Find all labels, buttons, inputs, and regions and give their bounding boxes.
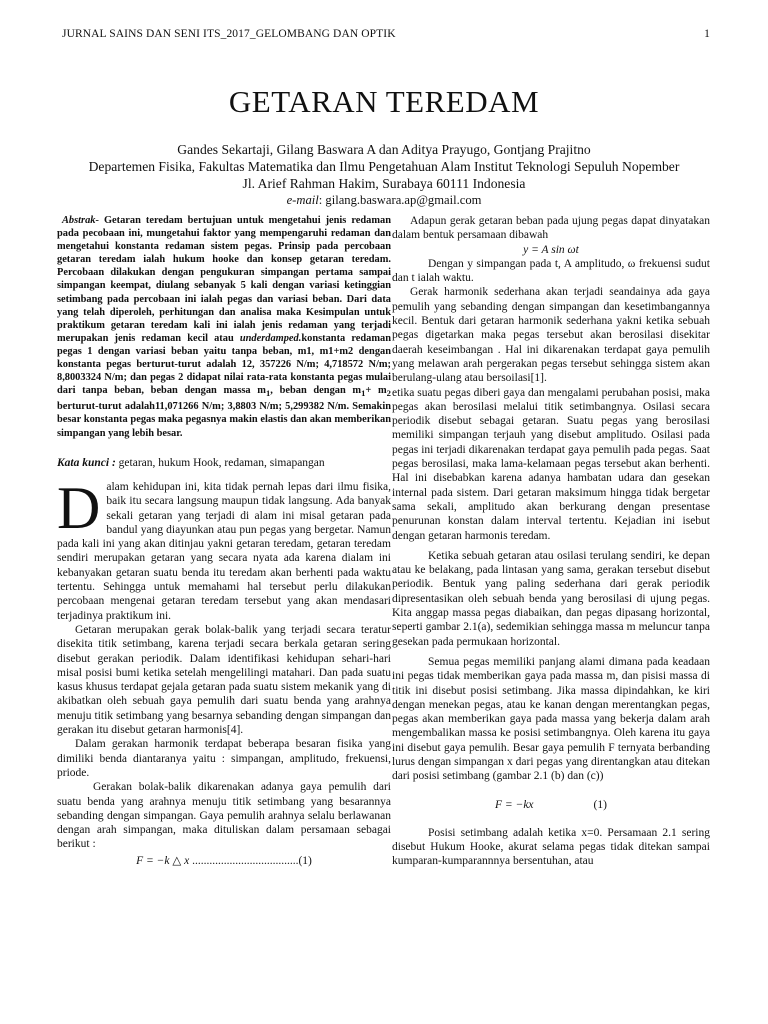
paragraph: Getaran merupakan gerak bolak-balik yang terjadi secara teratur disekita titik setimbang, karena terjadi secara berkala getaran sering disebut gerakan periodik. Dalam identifikasi kehidupan sehari-hari misal posisi bumi ketika setelah mengelilingi matahari. Dan pada suatu kasus khusus terdapat gejala getaran pada suatu sistem mekanik yang di akibatkan oleh sebuah gaya pemulih dari suatu benda yang arahnya menuju titik setimbang yang besarnya sebanding dengan simpangan dan gerakan itu disebut getaran harmonis[4]. [57, 623, 391, 737]
equation-1-number: .....................................(1) [189, 854, 312, 867]
paragraph: Posisi setimbang adalah ketika x=0. Persamaan 2.1 sering disebut Hukum Hooke, akurat selama pegas tidak ditekan sampai kumparan-kumparannnya bersentuhan, atau [392, 826, 710, 868]
paragraph: Dengan y simpangan pada t, A amplitudo, ω frekuensi sudut dan t ialah waktu. [392, 257, 710, 285]
equation-1 [57, 854, 391, 868]
left-column [57, 214, 391, 870]
equation-1-formula: F = −k △ x [136, 854, 190, 867]
abstract-italic: underdamped. [239, 332, 302, 344]
keywords [57, 456, 391, 470]
abstract-text: + m [365, 385, 387, 397]
paragraph-text: alam kehidupan ini, kita tidak pernah lepas dari ilmu fisika, baik itu secara langsung maupun tidak langsung. Ada banyak sekali getaran yang terjadi di alam ini misal getaran pada bandul yang diayunkan atau pun pegas yang bergetar. Namun pada kali ini yang akan ditinjau yakni getaran teredam, getaran teredam sendiri merupakan getaran yang secara nyata ada karena dialam ini kebanyakan getaran suatu benda itu teredam akan berhenti pada waktu tertentu. Sehingga untuk memahami hal tersebut perlu dilakukan percobaan mengenai getaran teredam tersebut yang akan mendasari terjadinya praktikum ini. [57, 480, 391, 622]
paragraph: etika suatu pegas diberi gaya dan mengalami perubahan posisi, maka pegas akan berosilasi melalui titik setimbangnya. Osilasi secara periodik disebut sebagai getaran. Suatu pegas yang berosilasi memiliki simpangan terjauh yang disebut amplitudo. Osilasi pada pegas ini terjadi dikarenakan terdapat gaya pemulih pada pegas. Saat pegas berosilasi, maka lama-kelamaan pegas tersebut akan berhenti. Hal ini disebabkan karena adanya hambatan udara dan gesekan internal pada sistem. Dari getaran maksimum hingga tidak bergetar sama sekali, amplitudo akan berkurang dengan presentase penurunan konstan dalam interval tertentu. Kejadian ini isebut dengan getaran harmonis teredam. [392, 386, 710, 542]
equation-3-number: (1) [593, 798, 607, 811]
keywords-text: getaran, hukum Hook, redaman, simapangan [115, 456, 325, 469]
abstract [57, 214, 391, 440]
email-address: : gilang.baswara.ap@gmail.com [318, 193, 482, 207]
abstract-text: berturut-turut adalah11,071266 N/m; 3,8803 N/m; 5,299382 N/m. Semakin besar konstanta pegas maka pegasnya makin elastis dan akan memberikan simpangan yang lebih besar. [57, 401, 391, 439]
journal-name: JURNAL SAINS DAN SENI ITS_2017_GELOMBANG DAN OPTIK [62, 28, 396, 40]
paragraph: Semua pegas memiliki panjang alami dimana pada keadaan ini pegas tidak memberikan gaya pada massa m, dan pisisi massa di titik ini disebut posisi setimbang. Jika massa dipindahkan, ke kiri dengan menekan pegas, atau ke kanan dengan merentangkan pegas, pegas akan memberikan gaya pada massa yang bekerja dalam arah mengembalikan massa ke posisi setimbangnya. Oleh karena itu gaya ini disebut gaya pemulih. Besar gaya pemulih F ternyata berbanding lurus dengan simpangan x dari pegas yang direntangkan atau ditekan dari posisi setimbang (gambar 2.1 (b) dan (c)) [392, 655, 710, 783]
paragraph: Gerakan bolak-balik dikarenakan adanya gaya pemulih dari suatu benda yang arahnya menuju titik setimbang yang besarannya sebanding dengan simpangan. Gaya pemulih arahnya selalu berlawanan dengan arah simpangan, maka dituliskan dalam persamaan sebagai berikut : [57, 781, 391, 851]
abstract-subscript: 2 [386, 388, 391, 399]
affiliation: Departemen Fisika, Fakultas Matematika dan Ilmu Pengetahuan Alam Institut Teknologi Sepuluh Nopember [88, 159, 680, 174]
email-label: e-mail [286, 193, 319, 207]
email-line [0, 192, 768, 209]
authors: Gandes Sekartaji, Gilang Baswara A dan Aditya Prayugo, Gontjang Prajitno [177, 142, 591, 157]
drop-cap: D [57, 474, 101, 541]
paragraph: Dalam gerakan harmonik terdapat beberapa besaran fisika yang dimiliki benda diantaranya yaitu : simpangan, amplitudo, frekuensi, priode. [57, 738, 391, 779]
abstract-lead: Abstrak- [62, 215, 99, 226]
equation-3-formula: F = −kx [495, 798, 534, 811]
abstract-text: , beban dengan m [270, 385, 362, 397]
address: Jl. Arief Rahman Hakim, Surabaya 60111 Indonesia [242, 176, 526, 191]
abstract-text: konstanta redaman pegas 1 dengan variasi beban yaitu tanpa beban, m1, m1+m2 dengan konstanta pegas berturut-turut adalah 12, 357226 N/m; 4,718572 N/m; 8,8003324 N/m; dan pegas 2 didapat nilai rata-rata konstanta pegas mulai dari tanpa beban, beban dengan massa m [57, 332, 391, 397]
abstract-text: Getaran teredam bertujuan untuk mengetahui jenis redaman pada pecobaan ini, mungetahui faktor yang mempengaruhi redaman dan mengetahui konstanta redaman sistem pegas. Prinsip pada percobaan getaran teredam ialah hukum hooke dan konsep getaran teredam. Percobaan dilakukan dengan pengukuran simpangan pertama sampai simpangan keempat, diulang sebanyak 5 kali dengan variasi ketinggian setimbang pada percobaan ini ialah pegas dan variasi beban. Dari data yang telah diperoleh, perhitungan dan analisa maka Kesimpulan untuk praktikum getaran teredam kali ini ialah jenis redaman yang terjadi merupakan jenis redaman kecil atau [57, 215, 391, 344]
paragraph: Gerak harmonik sederhana akan terjadi seandainya ada gaya pemulih yang sebanding dengan simpangan dan kesetimbangannya kecil. Bentuk dari getaran harmonik sederhana yakni ketika sebuah pegas digetarkan maka pegas tersebut akan berosilasi disekitar daerah keseimbangan . Hal ini dikarenakan terdapat gaya pemulih yang melawan arah pergerakan pegas tersebut sehingga sistem akan berulang-ulang atau bersoilasi[1]. [392, 286, 710, 385]
equation-3 [392, 798, 710, 812]
byline [0, 141, 768, 209]
abstract-subscript: 1 [361, 388, 366, 399]
keywords-label: Kata kunci : [57, 456, 116, 469]
paper-title: GETARAN TEREDAM [228, 84, 540, 119]
abstract-subscript: 1 [265, 388, 271, 399]
paragraph: Adapun gerak getaran beban pada ujung pegas dapat dinyatakan dalam bentuk persamaan dibawah [392, 215, 710, 242]
equation-2: y = A sin ωt [523, 243, 579, 256]
intro-paragraph [57, 474, 391, 623]
right-column [392, 214, 710, 869]
running-header [62, 28, 710, 40]
page-number: 1 [704, 28, 710, 40]
paragraph: Ketika sebuah getaran atau osilasi terulang sendiri, ke depan atau ke belakang, pada lintasan yang sama, gerakan tersebut disebut periodik. Bentuk yang paling sederhana dari gerak periodik dipresentasikan oleh sebuah benda yang berosilasi di ujung pegas. Kita anggap massa pegas diabaikan, dan pegas dipasang horizontal, seperti gambar 2.1(a), sedemikian sehingga massa m meluncur tanpa gesekan pada permukaan horizontal. [392, 549, 710, 648]
